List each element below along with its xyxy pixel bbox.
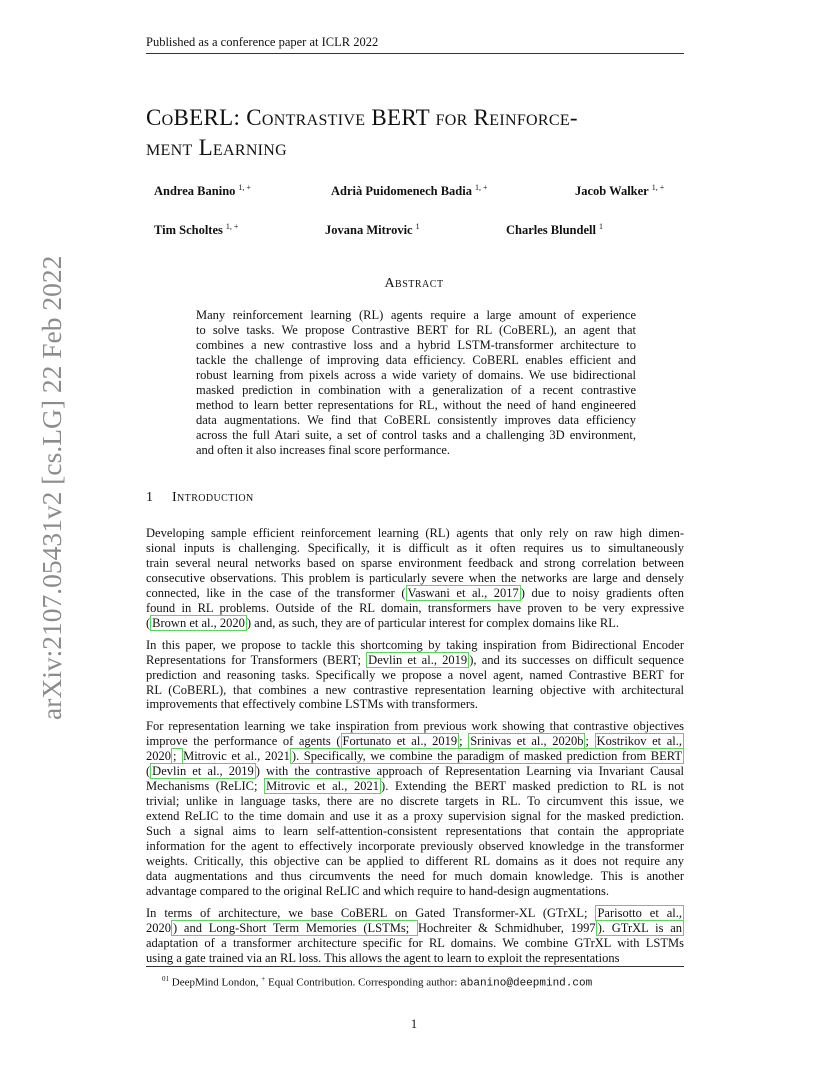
- footnote-mark: 01: [162, 975, 169, 983]
- text-line: extend ReLIC to the time domain and use it as a proxy supervision signal for the masked prediction.: [146, 809, 684, 824]
- citation-link[interactable]: Fortunato et al., 2019: [342, 734, 458, 749]
- paper-title: [146, 103, 706, 163]
- abstract-line: tackle the challenge of improving data efficiency. CoBERL enables efficient and: [196, 352, 636, 367]
- text-line: data augmentations and thus circumvents the need for much domain knowledge. This is another: [146, 868, 684, 883]
- abstract-line: and often it also increases final score performance.: [196, 442, 451, 457]
- text-line: Developing sample efficient reinforcement learning (RL) agents that only rely on raw high dimen-: [146, 526, 684, 540]
- author-1: Andrea Banino $^{1, +}$: [154, 183, 251, 199]
- text-line: improvements that effectively combine LSTMs with transformers.: [146, 697, 478, 712]
- text-line: Mechanisms (ReLIC; Mitrovic et al., 2021 ). Extending the BERT masked prediction to RL is not: [146, 779, 684, 794]
- text-line: improve the performance of agents ( Fortunato et al., 2019 ; Srinivas et al., 2020b ; Kostrikov et al.,: [146, 734, 683, 749]
- section-title: Introduction: [172, 490, 254, 505]
- text-line: sional inputs is challenging. Specifically, it is difficult as it often requires us to simultaneously: [146, 540, 684, 555]
- citation-link[interactable]: ). Specifically, we combine the paradigm of masked prediction from BERT: [291, 749, 682, 764]
- citation-link[interactable]: Mitrovic et al., 2021: [266, 779, 380, 794]
- abstract-line: method to learn better representations for RL, without the need of hand engineered: [196, 397, 636, 412]
- text-line: consecutive observations. This problem is particularly severe when the networks are large and densely: [146, 570, 684, 585]
- paragraph: [146, 719, 684, 898]
- paragraph: [146, 906, 684, 966]
- abstract-line: to solve tasks. We propose Contrastive BERT for RL (CoBERL), an agent that: [196, 322, 636, 337]
- text-line: connected, like in the case of the transformer ( Vaswani et al., 2017 ) due to noisy gradients often: [146, 585, 684, 600]
- author-2: Adrià Puidomenech Badia $^{1, +}$: [331, 183, 488, 199]
- abstract-line: combines a new contrastive loss and a hybrid LSTM-transformer architecture to: [196, 337, 636, 352]
- citation-link[interactable]: Brown et al., 2020: [152, 615, 245, 630]
- abstract-line: robust learning from pixels across a wide variety of domains. We use bidirectional: [196, 367, 636, 382]
- text-line: adaptation of a transformer architecture specific for RL domains. We combine GTrXL with LSTMs: [146, 935, 684, 950]
- introduction-body: [146, 526, 684, 973]
- section-heading-introduction: [146, 490, 254, 506]
- citation-link[interactable]: Parisotto et al.,: [597, 905, 682, 920]
- text-line: Representations for Transformers (BERT; Devlin et al., 2019 ), and its successes on difficult sequence: [146, 652, 684, 667]
- text-line: prediction and reasoning tasks. Specifically we propose a novel agent, named Contrastive BERT for: [146, 667, 684, 682]
- text-line: advantage compared to the original ReLIC and which require to hand-design augmentations.: [146, 883, 610, 898]
- text-line: found in RL problems. Outside of the RL domain, transformers have proven to be very expressive: [146, 600, 684, 615]
- citation-link[interactable]: Vaswani et al., 2017: [407, 585, 519, 600]
- paragraph: [146, 526, 684, 631]
- citation-link[interactable]: ;: [173, 749, 182, 764]
- author-email-link[interactable]: abanino@deepmind.com: [460, 977, 593, 990]
- text-line: trivial; unlike in language tasks, there are no discrete targets in RL. To circumvent this issue, we: [146, 794, 684, 809]
- text-line: Such a signal aims to learn self-attention-consistent representations that contain the appropriate: [146, 824, 684, 839]
- text-line: ( Brown et al., 2020 ) and, as such, they are of particular interest for complex domains like RL.: [146, 615, 619, 630]
- citation-link[interactable]: Devlin et al., 2019: [368, 652, 468, 667]
- text-line: using a gate trained via an RL loss. This allows the agent to learn to exploit the representations: [146, 950, 620, 965]
- paragraph: [146, 638, 684, 713]
- text-line: 2020 ) and Long-Short Term Memories (LSTMs; Hochreiter & Schmidhuber, 1997 ). GTrXL is an: [146, 920, 682, 935]
- abstract-line: data augmentations. We find that CoBERL consistently improves data efficiency: [196, 412, 636, 427]
- citation-link[interactable]: ). GTrXL is an: [597, 920, 682, 935]
- section-number: 1: [146, 490, 153, 505]
- text-line: train several neural networks based on sparse environment feedback and strong correlation between: [146, 555, 684, 570]
- citation-link[interactable]: Devlin et al., 2019: [152, 764, 254, 779]
- text-line: 2020 ; Mitrovic et al., 2021 ). Specifically, we combine the paradigm of masked prediction from BERT: [146, 749, 682, 764]
- citation-link[interactable]: ) and Long-Short Term Memories (LSTMs;: [173, 920, 416, 935]
- text-line: RL (CoBERL), that combines a new contrastive representation learning objective with architectural: [146, 682, 684, 697]
- author-6: Charles Blundell $^1$: [506, 222, 603, 238]
- text-line: ( Devlin et al., 2019 ) with the contrastive approach of Representation Learning via Invariant Causal: [146, 764, 684, 779]
- abstract-line: Many reinforcement learning (RL) agents require a large amount of experience: [196, 308, 636, 322]
- author-5: Jovana Mitrovic $^1$: [325, 222, 420, 238]
- text-line: information for the agent to effectively incorporate previously observed knowledge in the transformer: [146, 839, 684, 854]
- arxiv-identifier: arXiv:2107.05431v2 [cs.LG] 22 Feb 2022: [36, 255, 67, 720]
- author-3: Jacob Walker $^{1, +}$: [575, 183, 665, 199]
- title-line-1: CoBERL: Contrastive BERT for Reinforce-: [146, 105, 578, 130]
- page-number: 1: [410, 1017, 418, 1031]
- text-line: For representation learning we take inspiration from previous work showing that contrastive objectives: [146, 719, 684, 734]
- footnote: $^{01}$ DeepMind London, + Equal Contribution. Corresponding author: abanino@deepmind.com: [146, 966, 684, 990]
- abstract-line: masked prediction in combination with a generalization of a recent contrastive: [196, 382, 636, 397]
- running-header: Published as a conference paper at ICLR 2022: [146, 35, 684, 54]
- author-4: Tim Scholtes $^{1, +}$: [154, 222, 239, 238]
- citation-link[interactable]: Srinivas et al., 2020b: [470, 734, 584, 749]
- citation-link[interactable]: Kostrikov et al.,: [596, 734, 683, 749]
- abstract-body: [196, 308, 636, 458]
- title-line-2: ment Learning: [146, 135, 288, 160]
- text-line: In terms of architecture, we base CoBERL on Gated Transformer-XL (GTrXL; Parisotto et al.,: [146, 905, 682, 920]
- text-line: In this paper, we propose to tackle this shortcoming by taking inspiration from Bidirectional Encoder: [146, 637, 684, 652]
- text-line: weights. Critically, this objective can be applied to different RL domains as it does not require any: [146, 854, 684, 869]
- abstract-heading: Abstract: [384, 276, 444, 291]
- abstract-line: across the full Atari suite, a set of control tasks and a challenging 3D environment,: [196, 427, 636, 442]
